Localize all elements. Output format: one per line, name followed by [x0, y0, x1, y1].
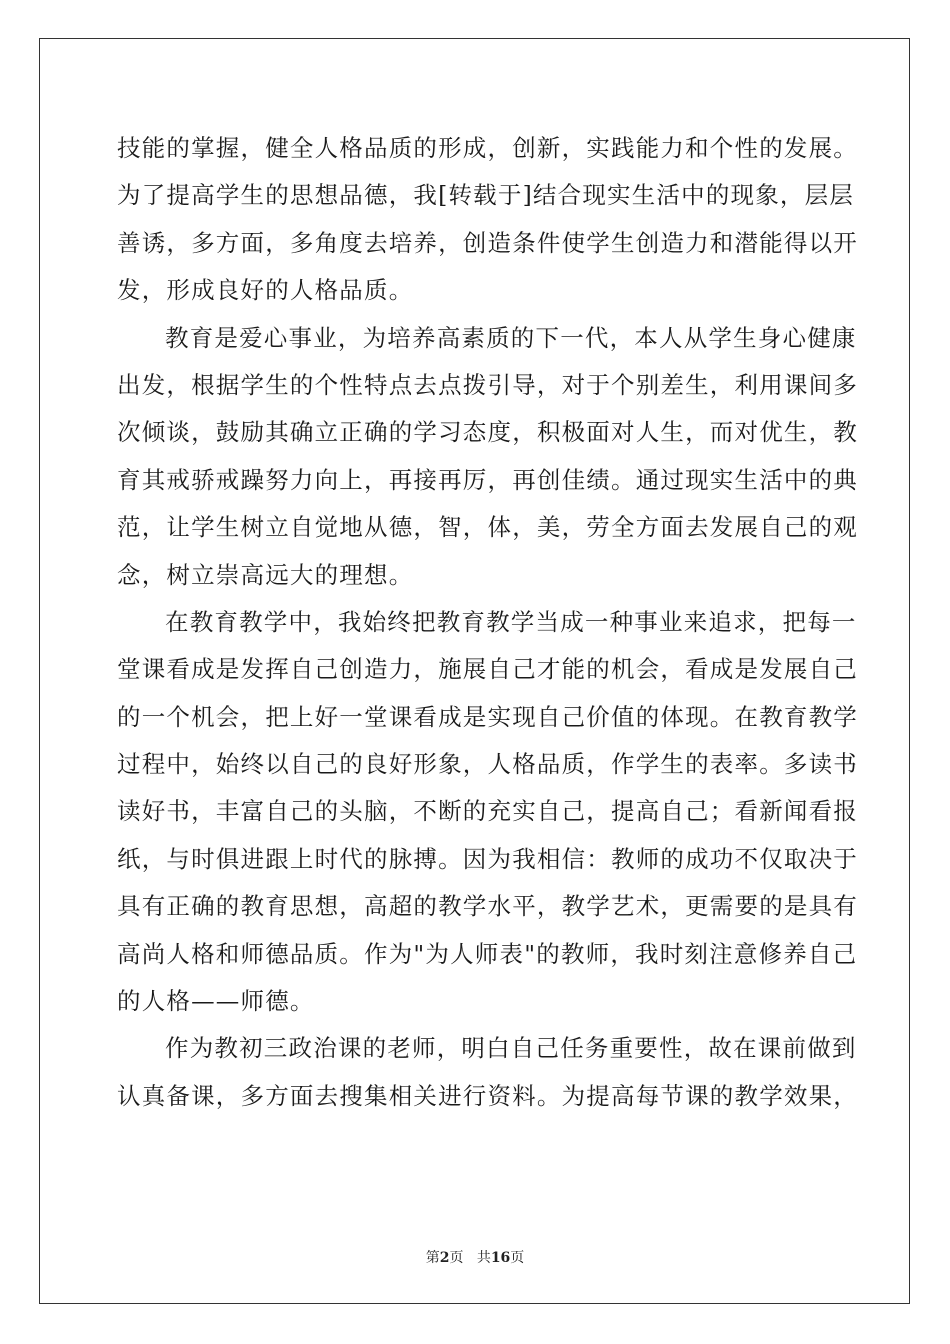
paragraph-first-line: 教育是爱心事业，为培养高素质的下一代，本人从学生身心健康	[165, 323, 857, 352]
text-line: 纸，与时俱进跟上时代的脉搏。因为我相信：教师的成功不仅取决于	[117, 844, 858, 873]
text-line: 技能的掌握，健全人格品质的形成，创新，实践能力和个性的发展。	[117, 134, 858, 162]
text-line: 育其戒骄戒躁努力向上，再接再厉，再创佳绩。通过现实生活中的典	[117, 465, 858, 494]
text-line: 过程中，始终以自己的良好形象，人格品质，作学生的表率。多读书	[117, 750, 858, 779]
total-pages: 16	[490, 1250, 511, 1266]
text-line: 出发，根据学生的个性特点去点拨引导，对于个别差生，利用课间多	[117, 370, 858, 399]
page-prefix: 第	[425, 1250, 440, 1266]
total-prefix: 共	[476, 1250, 491, 1266]
page-suffix: 页	[449, 1250, 464, 1266]
text-line: 发，形成良好的人格品质。	[117, 276, 414, 305]
paragraph-first-line: 在教育教学中，我始终把教育教学当成一种事业来追求，把每一	[165, 607, 857, 636]
total-suffix: 页	[510, 1250, 525, 1266]
text-line: 善诱，多方面，多角度去培养，创造条件使学生创造力和潜能得以开	[117, 228, 858, 257]
text-line: 的一个机会，把上好一堂课看成是实现自己价值的体现。在教育教学	[117, 702, 858, 731]
text-line: 认真备课，多方面去搜集相关进行资料。为提高每节课的教学效果，	[117, 1081, 858, 1110]
text-line: 念，树立崇高远大的理想。	[117, 560, 414, 589]
text-line: 为了提高学生的思想品德，我[转载于]结合现实生活中的现象，层层	[117, 181, 855, 210]
text-line: 堂课看成是发挥自己创造力，施展自己才能的机会，看成是发展自己	[117, 655, 858, 684]
page-number: 2	[439, 1250, 450, 1266]
text-line: 具有正确的教育思想，高超的教学水平，教学艺术，更需要的是具有	[117, 892, 858, 921]
text-line: 范，让学生树立自觉地从德，智，体，美，劳全方面去发展自己的观	[117, 513, 858, 542]
text-line: 次倾谈，鼓励其确立正确的学习态度，积极面对人生，而对优生，教	[117, 418, 858, 447]
document-body	[117, 125, 858, 1120]
paragraph-first-line: 作为教初三政治课的老师，明白自己任务重要性，故在课前做到	[165, 1034, 857, 1063]
text-line: 高尚人格和师德品质。作为"为人师表"的教师，我时刻注意修养自己	[117, 939, 858, 968]
text-line: 读好书，丰富自己的头脑，不断的充实自己，提高自己；看新闻看报	[117, 797, 858, 826]
page-footer	[0, 1247, 950, 1267]
text-line: 的人格——师德。	[117, 987, 315, 1016]
